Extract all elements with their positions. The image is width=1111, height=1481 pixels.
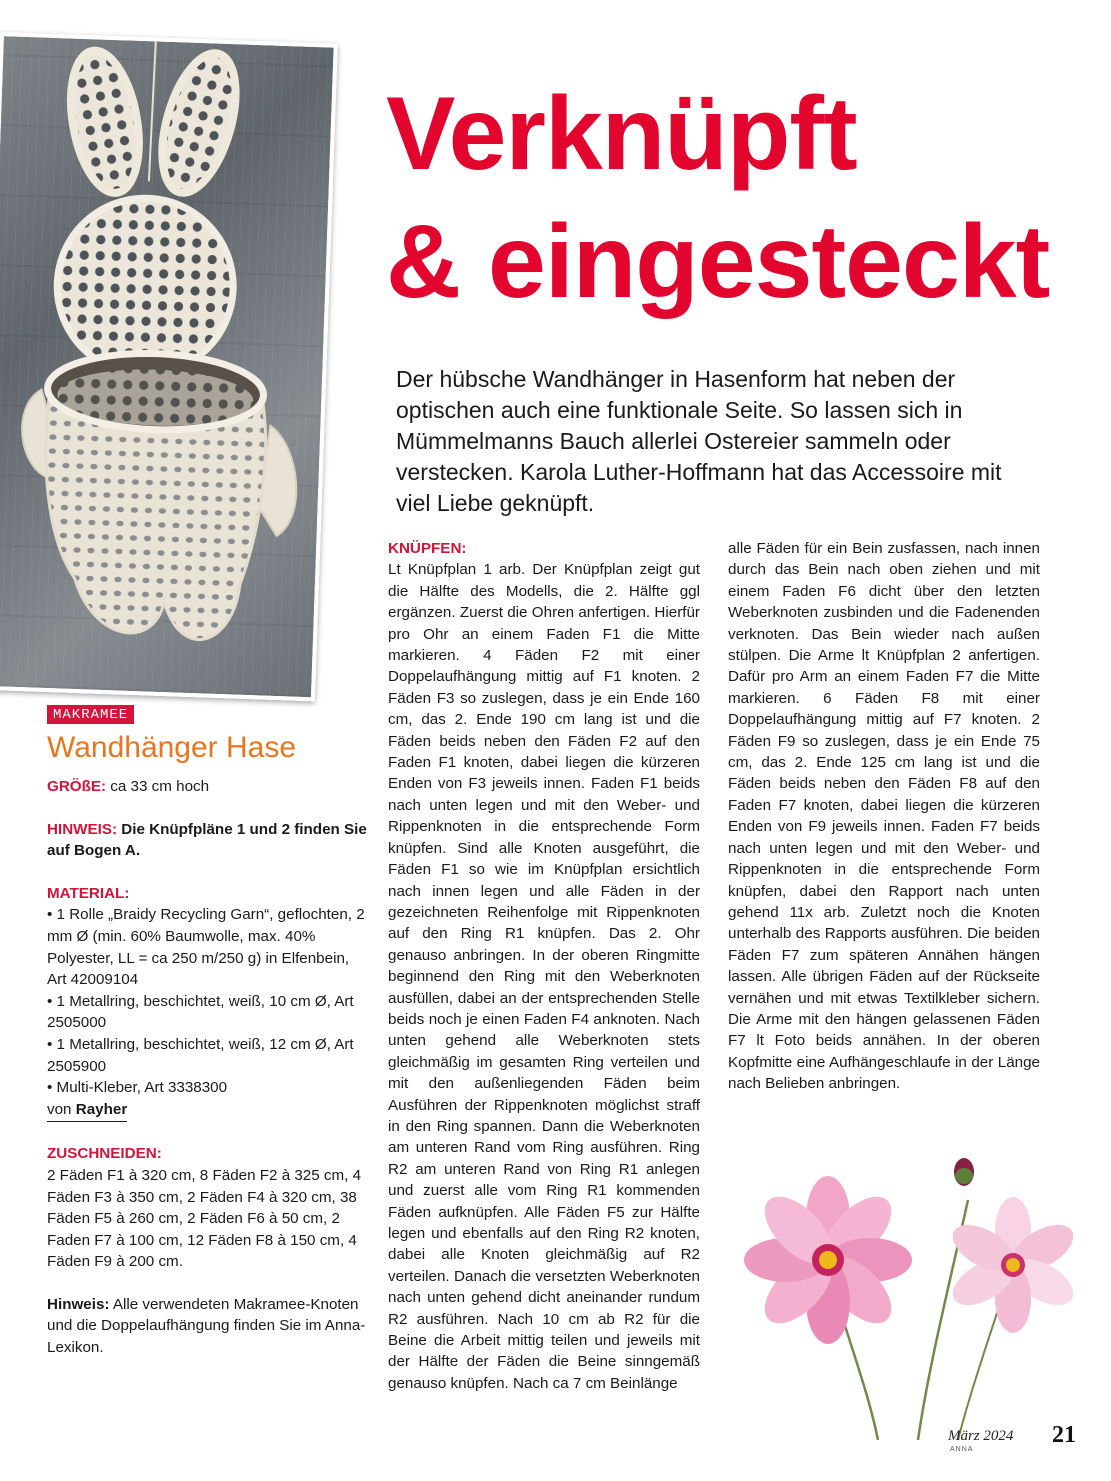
flowers-decoration <box>728 1140 1111 1440</box>
material-source-brand: Rayher <box>75 1100 128 1118</box>
instructions-text-1: Lt Knüpfplan 1 arb. Der Knüpfplan zeigt gut die Hälfte des Modells, die 2. Hälfte ggl ergänzen. Zuerst die Ohren anfertigen. Hierfür pro Ohr an einem Faden F1 die Mitte markieren. 4 Fäden F2 mit einer Doppelaufhängung mittig auf F1 knoten. 2 Fäden F3 so zuslegen, dass je ein Ende 160 cm, das 2. Ende 190 cm lang ist und die Fäden beids neben den Fäden F2 auf den Faden F1 knoten, dabei liegen die kürzeren Enden von F3 jeweils innen. Faden F1 beids nach unten legen und mit den Weber- und Rippenknoten in die entsprechende Form knüpfen. Sind alle Knoten ausgeführt, die Fäden F1 so wie im Knüpfplan ersichtlich nach innen legen und alle Fäden in der gezeichneten Reihenfolge mit Rippenknoten auf den Ring R1 knüpfen. Das 2. Ohr genauso anbringen. In der oberen Ringmitte beginnend den Ring mit den Weberknoten ausfüllen, dabei an der entsprechenden Stelle beids noch je einen Faden F4 anknoten. Nach unten gehend alle Weberknoten stets gleichmäßig im gesamten Ring verteilen und mit den außenliegenden Fäden beim Ausführen der Rippenknoten möglichst straff in den Ring spannen. Dann die Weberknoten am unteren Rand vom Ring ausführen. Ring R2 am unteren Rand von Ring R1 anlegen und zuerst alle vom Ring R1 kommenden Fäden aufknüpfen. Alle Fäden F5 zur Hälfte legen und ebenfalls auf den Ring R2 knoten, dabei alle Knoten gleichmäßig auf R2 verteilen. Danach die versetzten Weberknoten nach unten gehend dicht aneinander rundum R2 ausführen. Nach 10 cm ab R2 für die Beine die Arbeit mittig teilen und jeweils mit der Hälfte der Fäden die Beine sinngemäß genauso knüpfen. Nach ca 7 cm Beinlänge <box>388 561 700 1392</box>
intro-text: Der hübsche Wandhänger in Hasenform hat neben der optischen auch eine funktionale Seite. So lassen sich in Mümmelmanns Bauch allerlei Ostereier sammeln oder verstecken. Karola Luther-Hoffmann hat das Accessoire mit viel Liebe geknüpft. <box>396 366 1002 516</box>
category-badge: MAKRAMEE <box>47 705 134 724</box>
note-value: Die Knüpfpläne 1 und 2 finden Sie auf Bogen A. <box>47 820 367 860</box>
cut-label: ZUSCHNEIDEN: <box>47 1145 162 1163</box>
note-label: HINWEIS: <box>47 820 118 838</box>
hint-value: Alle verwendeten Makramee-Knoten und die Doppelaufhängung finden Sie im Anna-Lexikon. <box>47 1295 366 1357</box>
size-label: GRÖßE: <box>47 778 107 795</box>
title-line-1: Verknüpft <box>386 76 857 192</box>
title-line-2: & eingesteckt <box>386 204 1050 320</box>
instructions-column-1 <box>388 538 700 1394</box>
project-title: Wandhänger Hase <box>47 731 297 764</box>
material-label: MATERIAL: <box>47 884 130 902</box>
material-section <box>47 883 367 1123</box>
hint-section <box>47 1294 367 1359</box>
material-item: • Multi-Kleber, Art 3338300 <box>47 1079 228 1097</box>
issue-date: März 2024 <box>948 1428 1014 1444</box>
material-item: • 1 Metallring, beschichtet, weiß, 12 cm Ø, Art 2505900 <box>47 1035 354 1075</box>
instructions-text-2: alle Fäden für ein Bein zusfassen, nach innen durch das Bein nach oben ziehen und mit einem Faden F6 dicht über den letzten Weberknoten zusbinden und die Fadenenden verknoten. Das Bein wieder nach außen stülpen. Die Arme lt Knüpfplan 2 anfertigen. Dafür pro Arm an einem Faden F7 die Mitte markieren. 6 Fäden F8 mit einer Doppelaufhängung mittig auf F7 knoten. 2 Fäden F9 so zuslegen, dass je ein Ende 75 cm, das 2. Ende 125 cm lang ist und die Fäden beids neben den Fäden F8 auf den Faden F7 knoten, dabei liegen die kürzeren Enden von F9 jeweils innen. Faden F7 beids nach unten legen und mit den Weber- und Rippenknoten in die entsprechende Form knüpfen, dabei den Rapport nach unten gehend 11x arb. Zuletzt noch die Knoten unterhalb des Rapports ausführen. Die beiden Fäden F7 zum späteren Annähen hängen lassen. Alle übrigen Fäden auf der Rückseite vernähen und mit etwas Textilkleber sichern. Die Arme mit den hängen gelassenen Fäden F7 lt Foto beids annähen. In der oberen Kopfmitte eine Aufhängeschlaufe in der Länge nach Belieben anbringen. <box>728 540 1040 1093</box>
cut-section <box>47 1143 367 1273</box>
size-section <box>47 776 367 798</box>
note-section <box>47 819 367 862</box>
material-item: • 1 Metallring, beschichtet, weiß, 10 cm Ø, Art 2505000 <box>47 992 354 1032</box>
material-source <box>47 1099 127 1123</box>
sidebar <box>47 705 367 1380</box>
hint-label: Hinweis: <box>47 1295 110 1313</box>
instructions-heading: KNÜPFEN: <box>388 540 467 557</box>
product-photo <box>0 32 338 701</box>
magazine-brand: ANNA <box>950 1446 974 1453</box>
page-title <box>386 70 1049 326</box>
size-value: ca 33 cm hoch <box>110 778 210 795</box>
material-source-prefix: von <box>47 1100 72 1118</box>
cut-value: 2 Fäden F1 à 320 cm, 8 Fäden F2 à 325 cm, 4 Fäden F3 à 350 cm, 2 Fäden F4 à 320 cm, 38 Fäden F5 à 260 cm, 2 Fäden F6 à 50 cm, 2 Faden F7 à 100 cm, 12 Fäden F8 à 150 cm, 4 Fäden F9 à 200 cm. <box>47 1166 362 1271</box>
page-number: 21 <box>1052 1422 1076 1448</box>
instructions-column-2 <box>728 538 1040 1095</box>
material-item: • 1 Rolle „Braidy Recycling Garn“, geflochten, 2 mm Ø (min. 60% Baumwolle, max. 40% Polyester, LL = ca 250 m/250 g) in Elfenbein, Art 42009104 <box>47 906 365 989</box>
